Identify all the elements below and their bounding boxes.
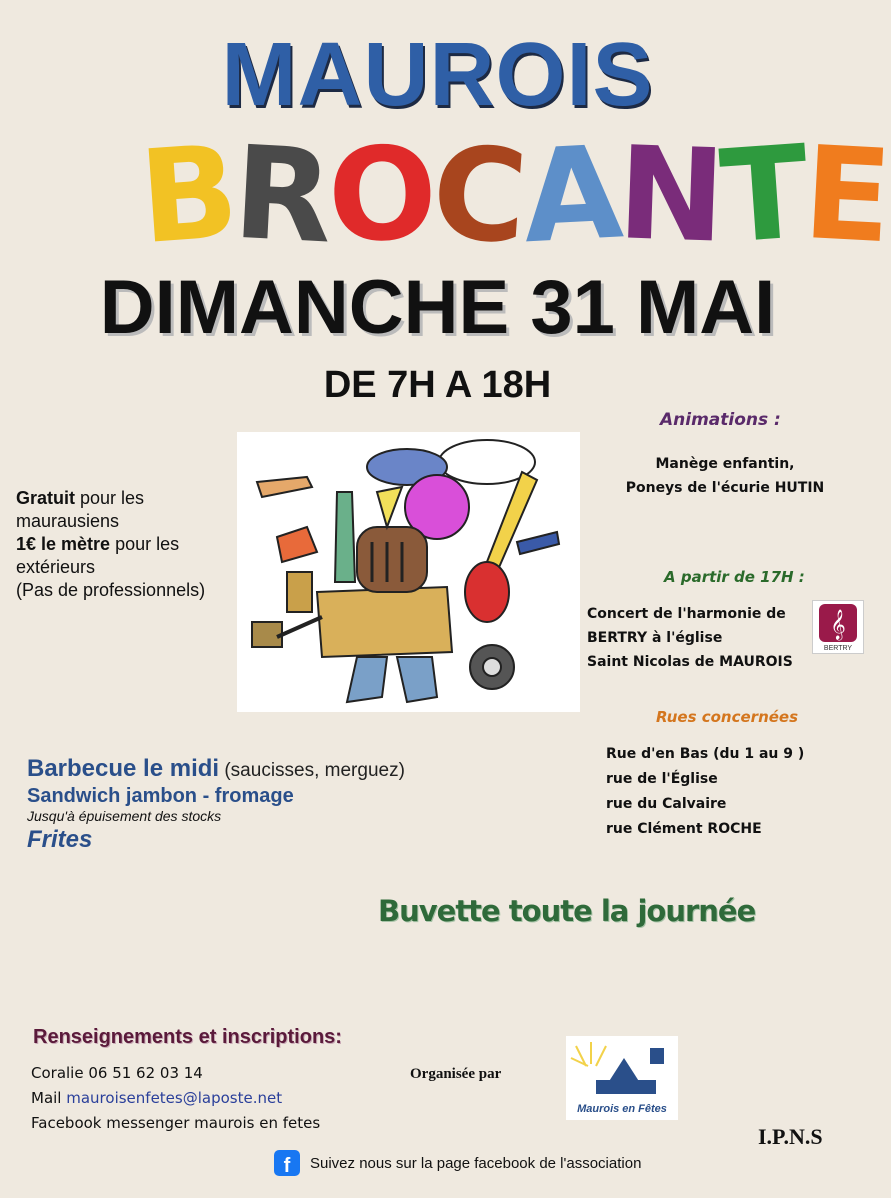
concert-line: BERTRY à l'église [587,630,723,646]
contact-title: Renseignements et inscriptions: [33,1026,342,1048]
pricing-note: (Pas de professionnels) [16,580,206,600]
brocante-letter: E [800,118,891,273]
facebook-follow[interactable] [274,1150,641,1176]
streets-title: Rues concernées [656,708,799,726]
paid-label: 1€ le mètre [16,534,111,554]
contact-email-link[interactable]: mauroisenfetes@laposte.net [66,1089,283,1107]
brocante-letter: B [135,117,239,274]
animations-title: Animations : [660,410,781,430]
bertry-logo-text: BERTRY [823,645,853,652]
facebook-follow-text: Suivez nous sur la page facebook de l'association [310,1154,642,1172]
contact-facebook: Facebook messenger maurois en fetes [31,1114,321,1132]
sandwich-label: Sandwich jambon - fromage [27,785,294,807]
pricing-info [16,487,205,602]
animations-list [580,452,870,500]
paid-rest: pour les [110,534,180,554]
paid-line2: extérieurs [16,557,96,577]
animation-item: Poneys de l'écurie HUTIN [625,480,825,496]
frites-label: Frites [27,826,93,853]
street-item: rue de l'Église [606,771,718,787]
organizer-label: Organisée par [410,1066,502,1082]
free-line2: maurausiens [16,511,120,531]
event-hours: DE 7H A 18H [323,364,552,406]
animation-item: Manège enfantin, [655,456,795,472]
street-item: rue Clément ROCHE [606,821,762,837]
organizer-logo-text: Maurois en Fêtes [577,1103,667,1115]
contact-phone: Coralie 06 51 62 03 14 [31,1064,203,1082]
brocante-letter: N [615,119,724,272]
contact-info [31,1061,320,1136]
svg-text:𝄞: 𝄞 [830,610,846,640]
mail-label: Mail [31,1089,67,1107]
brocante-letter: R [229,118,332,273]
concert-line: Saint Nicolas de MAUROIS [587,654,793,670]
streets-list [606,742,804,842]
buvette-text: Buvette toute la journée [378,894,756,928]
street-item: rue du Calvaire [606,796,727,812]
free-label: Gratuit [16,488,76,508]
junk-pile-illustration [237,432,580,712]
stocks-note: Jusqu'à épuisement des stocks [27,808,222,824]
brocante-letter: O [325,119,436,272]
food-info [27,755,405,854]
evening-title: A partir de 17H : [664,568,805,586]
bbq-detail: (saucisses, merguez) [219,760,405,781]
street-item: Rue d'en Bas (du 1 au 9 ) [606,746,805,762]
bertry-harmonie-logo [812,600,864,654]
bbq-label: Barbecue le midi [27,755,220,782]
brocante-letter: T [716,118,810,273]
ipns-label: I.P.N.S [758,1124,823,1149]
brocante-letter: A [519,118,622,273]
brocante-letter: C [427,118,528,273]
maurois-en-fetes-logo [566,1036,678,1120]
concert-info [587,602,793,674]
event-date: DIMANCHE 31 MAI [99,265,776,350]
brocante-title [135,117,891,274]
free-rest: pour les [75,488,145,508]
event-location-title: MAUROIS [221,25,654,125]
facebook-icon[interactable]: f [274,1150,300,1176]
concert-line: Concert de l'harmonie de [587,606,786,622]
